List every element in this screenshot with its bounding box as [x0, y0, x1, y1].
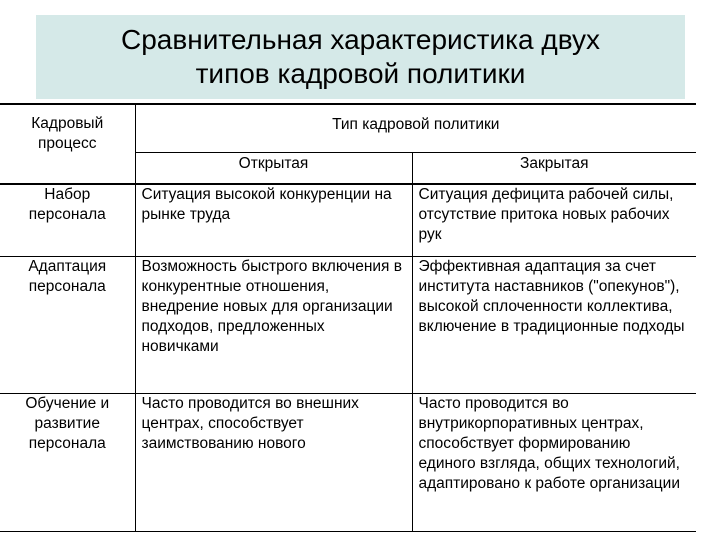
header-policy-type: Тип кадровой политики — [135, 104, 696, 152]
row-process: Адаптация персонала — [0, 256, 135, 393]
row-open: Ситуация высокой конкуренции на рынке труда — [135, 184, 412, 256]
slide-title — [36, 15, 685, 99]
title-line-1: Сравнительная характеристика двух — [121, 24, 600, 55]
header-open: Открытая — [135, 152, 412, 184]
row-closed: Ситуация дефицита рабочей силы, отсутствие притока новых рабочих рук — [412, 184, 696, 256]
header-row-1 — [0, 104, 696, 152]
comparison-table — [0, 103, 696, 532]
table-row — [0, 393, 696, 531]
row-closed: Эффективная адаптация за счет института наставников ("опекунов"), высокой сплоченности коллектива, включение в традиционные подходы — [412, 256, 696, 393]
row-process: Набор персонала — [0, 184, 135, 256]
row-open: Часто проводится во внешних центрах, способствует заимствованию нового — [135, 393, 412, 531]
row-closed: Часто проводится во внутрикорпоративных центрах, способствует формированию единого взгляда, общих технологий, адаптировано к работе организации — [412, 393, 696, 531]
row-open: Возможность быстрого включения в конкурентные отношения, внедрение новых для организации подходов, предложенных новичками — [135, 256, 412, 393]
header-closed: Закрытая — [412, 152, 696, 184]
table-row — [0, 256, 696, 393]
row-process: Обучение и развитие персонала — [0, 393, 135, 531]
table-row — [0, 184, 696, 256]
header-process: Кадровый процесс — [0, 104, 135, 184]
title-line-2: типов кадровой политики — [195, 58, 526, 89]
